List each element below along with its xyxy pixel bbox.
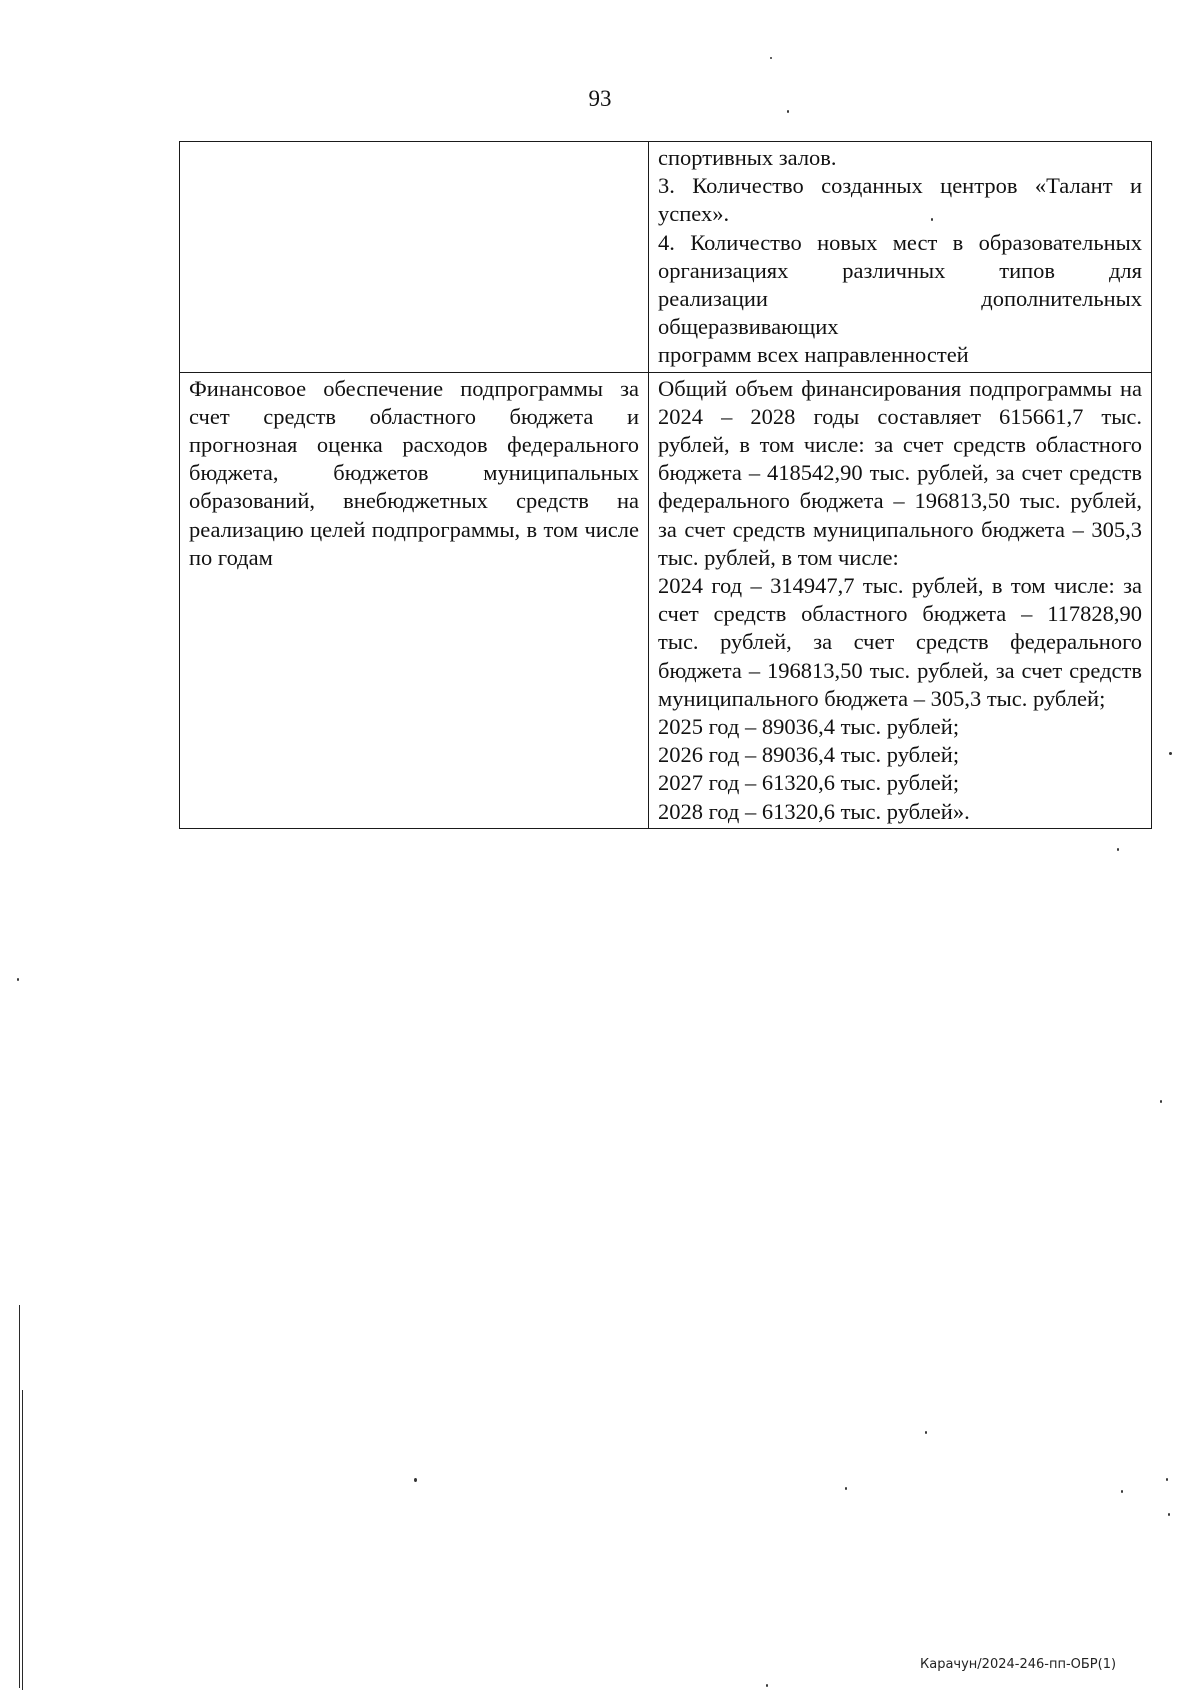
- scan-speck: [414, 1478, 417, 1482]
- funding-2027: 2027 год – 61320,6 тыс. рублей;: [658, 770, 960, 796]
- scan-speck: [1169, 752, 1172, 755]
- scan-speck: [845, 1487, 847, 1490]
- footer-document-code: Карачун/2024-246-пп-ОБР(1): [920, 1657, 1117, 1672]
- funding-total: Общий объем финансирования подпрограммы на 2024 – 2028 годы составляет 615661,7 тыс. рублей, в том числе: за счет средств областного бюджета – 418542,90 тыс. рублей, за счет средств федерального бюджета – 196813,50 тыс. рублей, за счет средств муниципального бюджета – 305,3 тыс. рублей, в том числе:: [658, 375, 1142, 570]
- funding-2026: 2026 год – 89036,4 тыс. рублей;: [658, 742, 960, 768]
- page-number: 93: [588, 86, 612, 111]
- table-cell-left: [180, 142, 649, 372]
- indicator-4-line-4: общеразвивающих: [658, 314, 839, 340]
- indicator-3-line-1: 3. Количество созданных центров «Талант и: [658, 173, 1142, 199]
- table-row: [180, 372, 1151, 828]
- indicator-4-line-3: реализации дополнительных: [658, 286, 1142, 312]
- table-row: [180, 142, 1151, 372]
- document-table: [179, 141, 1152, 829]
- funding-2024: 2024 год – 314947,7 тыс. рублей, в том числе: за счет средств областного бюджета – 117828,90 тыс. рублей, за счет средств федерального бюджета – 196813,50 тыс. рублей, за счет средств муниципального бюджета – 305,3 тыс. рублей;: [658, 573, 1142, 711]
- scan-speck: [766, 1684, 768, 1687]
- funding-2025: 2025 год – 89036,4 тыс. рублей;: [658, 714, 960, 740]
- scan-speck: [1168, 1513, 1170, 1516]
- scan-speck: [925, 1431, 927, 1434]
- indicator-4-line-5: программ всех направленностей: [658, 342, 969, 368]
- scan-speck: [17, 978, 19, 981]
- scan-speck: [1121, 1490, 1123, 1493]
- table-cell-left: Финансовое обеспечение подпрограммы за счет средств областного бюджета и прогнозная оценка расходов федерального бюджета, бюджетов муниципальных образований, внебюджетных средств на реализацию целей подпрограммы, в том числе по годам: [180, 373, 649, 828]
- table-cell-right: [649, 373, 1151, 828]
- funding-2028: 2028 год – 61320,6 тыс. рублей».: [658, 798, 970, 824]
- indicator-4-line-2: организациях различных типов для: [658, 257, 1142, 283]
- scan-speck: [1160, 1100, 1162, 1103]
- scan-edge-line: [19, 1305, 20, 1688]
- scan-speck: [931, 218, 933, 221]
- scan-speck: [1117, 848, 1119, 851]
- scan-edge-line: [22, 1390, 23, 1690]
- scan-speck: [770, 57, 772, 59]
- indicator-text: спортивных залов.: [658, 145, 837, 170]
- indicator-4-line-1: 4. Количество новых мест в образовательных: [658, 229, 1142, 255]
- table-cell-right: [649, 142, 1151, 372]
- scan-speck: [787, 110, 789, 113]
- indicator-3-line-2: успех».: [658, 201, 730, 227]
- scan-speck: [1166, 1478, 1168, 1481]
